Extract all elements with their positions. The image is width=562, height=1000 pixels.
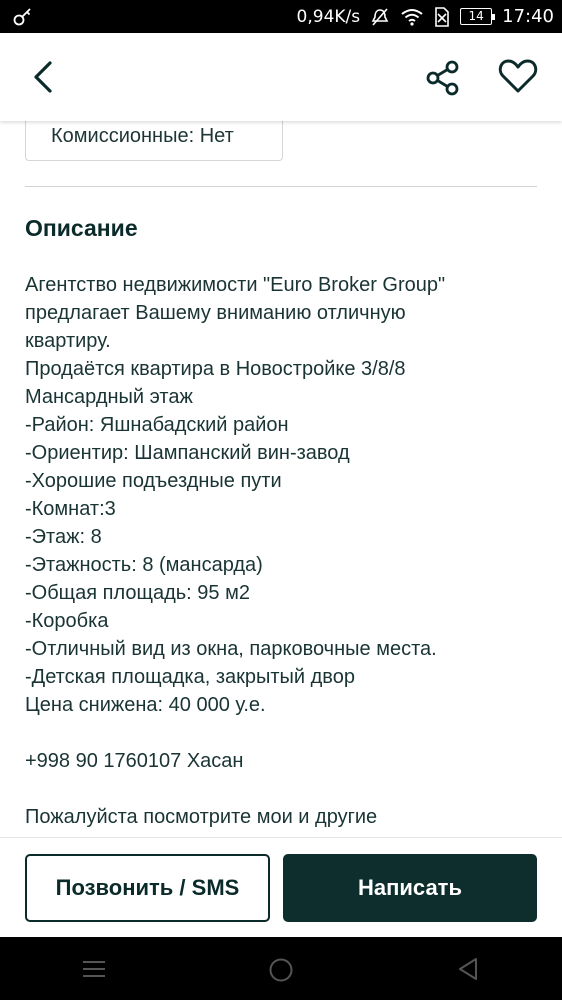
- write-message-label: Написать: [358, 875, 462, 900]
- listing-content[interactable]: [0, 121, 562, 837]
- commission-label: Комиссионные: Нет: [51, 124, 234, 147]
- write-message-button[interactable]: [283, 854, 537, 922]
- status-bar: [0, 0, 562, 33]
- description-text: Агентство недвижимости "Euro Broker Group" предлагает Вашему вниманию отличную квартиру. Продаётся квартира в Новостройке 3/8/8 Мансардный этаж -Район: Яшнабадский район -Ориентир: Шампанский вин-завод -Хорошие подъездные пути -Комнат:3 -Этаж: 8 -Этажность: 8 (мансарда) -Общая площадь: 95 м2 -Коробка -Отличный вид из окна, парковочные места. -Детская площадка, закрытый двор Цена снижена: 40 000 у.е. +998 90 1760107 Хасан Пожалуйста посмотрите мои и другие: [25, 274, 446, 828]
- system-nav-bar: [0, 937, 562, 1000]
- back-triangle-icon[interactable]: [457, 957, 479, 981]
- battery-level: 14: [468, 9, 484, 23]
- home-circle-icon[interactable]: [268, 957, 294, 983]
- clock: 17:40: [502, 6, 554, 27]
- wifi-icon: [400, 7, 424, 27]
- menu-icon[interactable]: [82, 957, 106, 981]
- action-bar: [0, 837, 562, 937]
- app-bar: [0, 33, 562, 121]
- call-sms-label: Позвонить / SMS: [55, 875, 240, 900]
- share-icon[interactable]: [424, 59, 462, 97]
- no-sim-icon: [434, 6, 450, 28]
- mute-icon: [370, 7, 390, 27]
- back-arrow-icon[interactable]: [28, 59, 58, 95]
- key-icon: [12, 5, 34, 27]
- call-sms-button[interactable]: [25, 854, 270, 922]
- battery-icon: [460, 8, 492, 25]
- commission-chip: [25, 121, 283, 161]
- heart-icon[interactable]: [498, 57, 538, 95]
- network-speed: 0,94K/s: [296, 6, 361, 27]
- divider: [25, 186, 537, 187]
- description-title: Описание: [25, 215, 138, 241]
